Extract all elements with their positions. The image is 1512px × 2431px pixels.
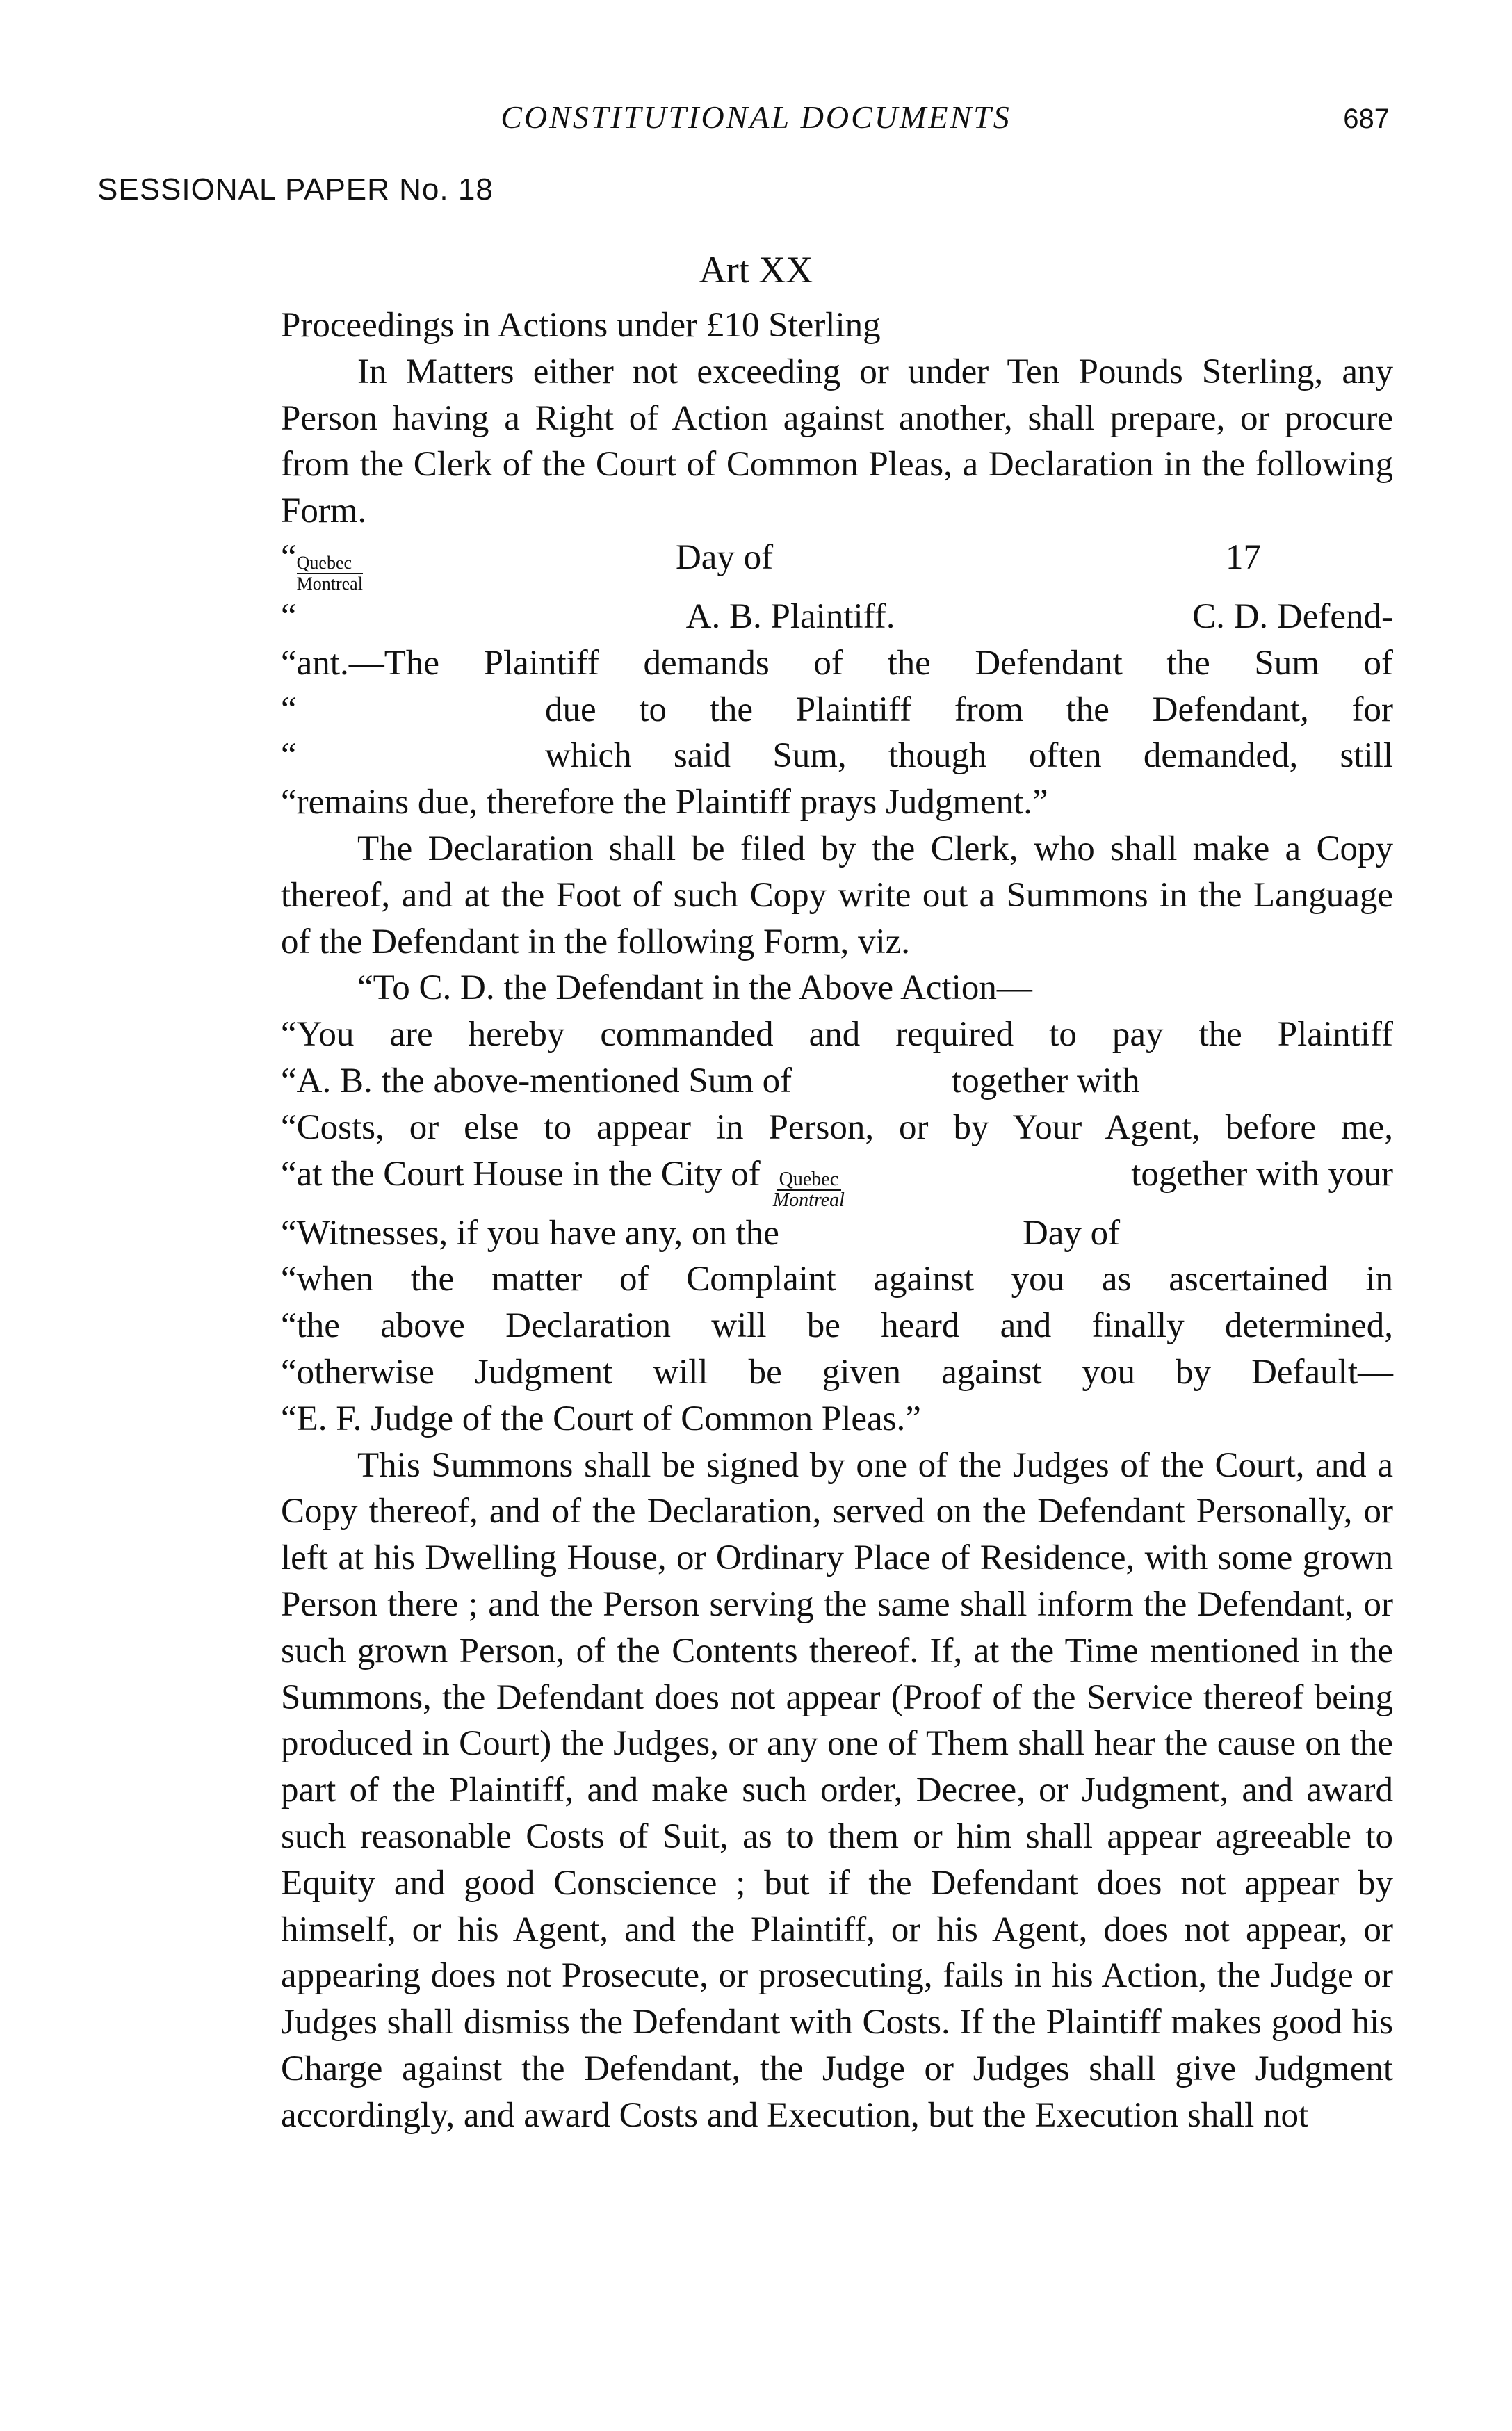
form-open-quote: “ [281, 537, 297, 577]
form-place-montreal: Montreal [296, 573, 363, 594]
summons-line-4b: together with your [1131, 1154, 1393, 1194]
summons-line-7: “the above Declaration will be heard and finally determined, [281, 1306, 1393, 1346]
paragraph-declaration-filed: The Declaration shall be filed by the Clerk, who shall make a Copy thereof, and at the Foot of such Copy write out a Summons in the Language of the Defendant in the following Form, viz. [281, 829, 1393, 961]
summons-line-2b: together with [952, 1061, 1140, 1100]
form-line-place [281, 535, 1393, 594]
running-title: CONSTITUTIONAL DOCUMENTS [501, 99, 1011, 135]
page-number: 687 [1343, 104, 1390, 134]
paragraph-declaration-intro: In Matters either not exceeding or under Ten Pounds Sterling, any Person having a Right of Action against another, shall prepare, or procure from the Clerk of the Court of Common Pleas, a Declaration in the following Form. [281, 352, 1393, 531]
summons-line-6: “when the matter of Complaint against you as ascertained in [281, 1260, 1393, 1299]
form-plaintiff: A. B. Plaintiff. [685, 596, 895, 636]
form-year: 17 [1226, 537, 1261, 577]
article-subheading: Proceedings in Actions under £10 Sterling [281, 306, 881, 345]
summons-city-fraction [770, 1170, 847, 1210]
form-line-due [281, 687, 1393, 733]
form-line-which [281, 733, 1393, 779]
summons-line-4 [281, 1151, 1393, 1210]
sessional-paper-label: SESSIONAL PAPER No. 18 [97, 172, 494, 206]
form-line-demands: “ant.—The Plaintiff demands of the Defendant the Sum of [281, 643, 1393, 683]
form-place-fraction [297, 553, 363, 594]
summons-to-line: “To C. D. the Defendant in the Above Action— [357, 968, 1032, 1008]
summons-line-5a: “Witnesses, if you have any, on the [281, 1213, 779, 1253]
summons-line-4a: “at the Court House in the City of [281, 1154, 761, 1194]
article-heading: Art XX [699, 249, 813, 291]
form-line-remains: “remains due, therefore the Plaintiff prays Judgment.” [281, 783, 1048, 822]
summons-line-9: “E. F. Judge of the Court of Common Pleas.” [281, 1399, 921, 1438]
form-day-of: Day of [675, 537, 774, 577]
article-body [281, 302, 1393, 2138]
summons-line-8: “otherwise Judgment will be given against you by Default— [281, 1352, 1393, 1392]
form-defendant: C. D. Defend- [1192, 596, 1393, 636]
summons-line-1: “You are hereby commanded and required to pay the Plaintiff [281, 1015, 1393, 1055]
summons-city-quebec: Quebec [777, 1170, 842, 1191]
summons-line-5 [281, 1210, 1393, 1257]
form-open-quote-4: “ [281, 736, 297, 776]
summons-line-2a: “A. B. the above-mentioned Sum of [281, 1061, 792, 1100]
form-which-text: which said Sum, though often demanded, still [545, 736, 1393, 776]
form-open-quote-3: “ [281, 690, 297, 729]
summons-city-montreal: Montreal [772, 1189, 845, 1211]
form-due-text: due to the Plaintiff from the Defendant, for [545, 690, 1393, 729]
summons-line-5b: Day of [1022, 1213, 1121, 1253]
form-open-quote-2: “ [281, 596, 297, 636]
form-place-quebec: Quebec [297, 553, 363, 574]
paragraph-summons-signed: This Summons shall be signed by one of the Judges of the Court, and a Copy thereof, and of the Declaration, served on the Defendant Personally, or left at his Dwelling House, or Ordinary Place of Residence, with some grown Person there ; and the Person serving the same shall inform the Defendant, or such grown Person, of the Contents thereof. If, at the Time mentioned in the Summons, the Defendant does not appear (Proof of the Service thereof being produced in Court) the Judges, or any one of Them shall hear the cause on the part of the Plaintiff, and make such order, Decree, or Judgment, and award such reasonable Costs of Suit, as to them or him shall appear agreeable to Equity and good Conscience ; but if the Defendant does not appear by himself, or his Agent, and the Plaintiff, or his Agent, does not appear, or appearing does not Prosecute, or prosecuting, fails in his Action, the Judge or Judges shall dismiss the Defendant with Costs. If the Plaintiff makes good his Charge against the Defendant, the Judge or Judges shall give Judgment accordingly, and award Costs and Execution, but the Execution shall not [281, 1445, 1393, 2135]
summons-line-2 [281, 1058, 1393, 1105]
summons-line-3: “Costs, or else to appear in Person, or by Your Agent, before me, [281, 1107, 1393, 1147]
form-line-parties [281, 594, 1393, 640]
